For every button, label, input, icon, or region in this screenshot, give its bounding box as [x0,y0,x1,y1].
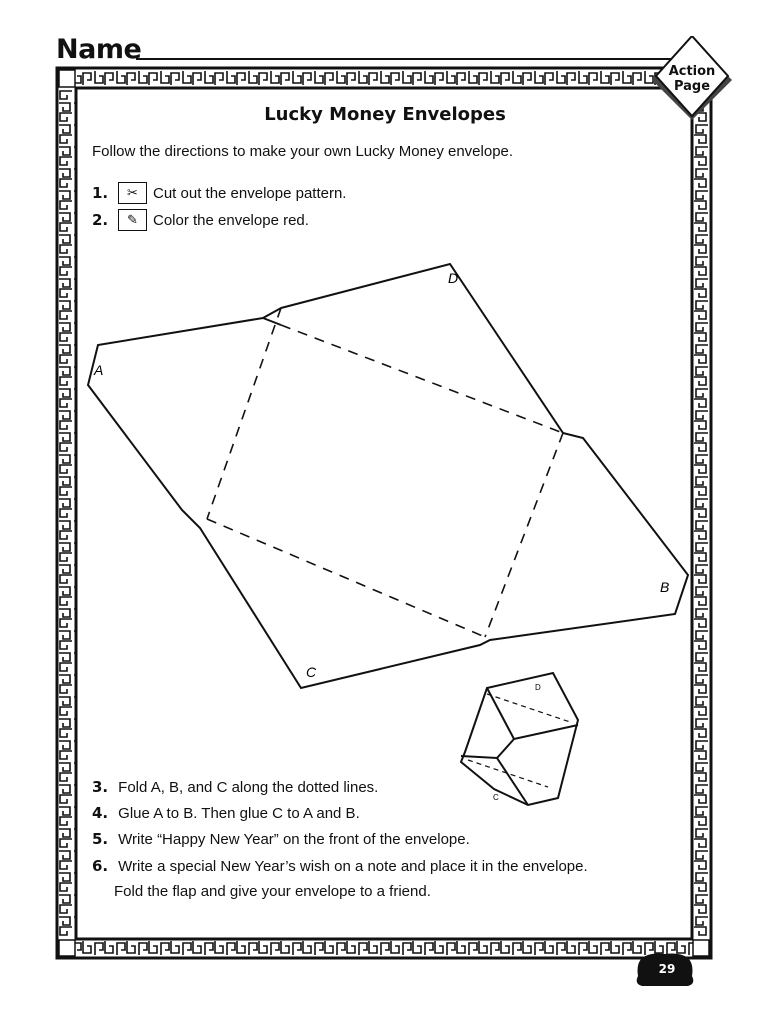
worksheet-title: Lucky Money Envelopes [264,104,506,125]
mini-label-c: C [493,793,499,802]
flap-label-b: B [660,579,670,595]
step-6: 6. Write a special New Year’s wish on a note and place it in the envelope. [92,857,588,875]
page-number: 29 [658,962,676,976]
step-6-continuation: Fold the flap and give your envelope to a friend. [114,883,431,900]
step-3: 3. Fold A, B, and C along the dotted lines. [92,778,379,796]
flap-label-d: D [448,270,459,286]
mini-label-d: D [535,683,541,692]
intro-text: Follow the directions to make your own Lucky Money envelope. [92,143,514,160]
step-4: 4. Glue A to B. Then glue C to A and B. [92,804,360,822]
name-label: Name [56,34,142,65]
action-page-label: Action Page [668,64,716,94]
crayon-icon: ✎ [118,209,147,231]
step-2: 2. ✎ Color the envelope red. [92,211,309,229]
step-5: 5. Write “Happy New Year” on the front of the envelope. [92,830,470,848]
step-1: 1. ✂ Cut out the envelope pattern. [92,184,347,202]
scissors-icon: ✂ [118,182,147,204]
flap-label-c: C [306,664,317,680]
flap-label-a: A [94,362,104,378]
